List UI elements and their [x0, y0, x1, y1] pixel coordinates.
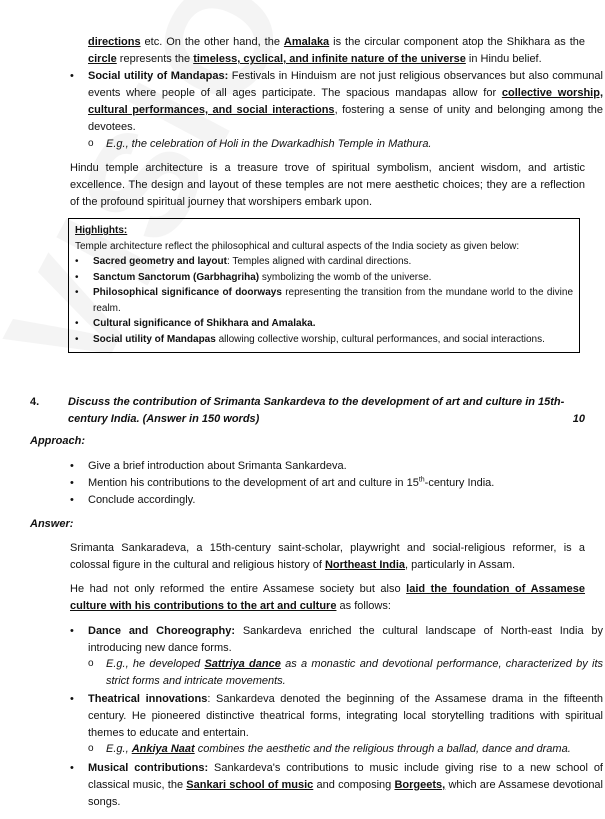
list-item: • Sacred geometry and layout: Temples aligned with cardinal directions.	[75, 254, 573, 270]
approach-list	[70, 458, 585, 509]
list-item: • Give a brief introduction about Srimanta Sankardeva.	[70, 458, 585, 475]
highlights-title: Highlights:	[75, 225, 128, 236]
question-marks: 10	[572, 413, 585, 425]
question-text: Discuss the contribution of Srimanta Sankardeva to the development of art and culture in 15th-century India. (Answer in 150 words)	[68, 396, 565, 425]
highlights-list	[75, 254, 573, 347]
list-item: • Mention his contributions to the development of art and culture in 15th-century India.	[70, 475, 585, 492]
question-number: 4.	[30, 396, 40, 408]
answer-intro: Srimanta Sankaradeva, a 15th-century saint-scholar, playwright and social-religious reformer, is a colossal figure in the cultural and religious history of Northeast India, particularly in Assam.	[70, 542, 585, 571]
example-holi: o E.g., the celebration of Holi in the Dwarkadhish Temple in Mathura.	[88, 136, 603, 153]
approach-heading: Approach:	[30, 435, 85, 447]
example-sattriya: o E.g., he developed Sattriya dance as a monastic and devotional performance, characterized by its strict forms and intricate movements.	[88, 656, 603, 690]
list-item: • Cultural significance of Shikhara and Amalaka.	[75, 316, 573, 332]
bullet-music: • Musical contributions: Sankardeva's contributions to music include giving rise to a new school of classical music, the Sankari school of music and composing Borgeets, which are Assamese devotional songs.	[70, 760, 603, 811]
bullet-mandapas: • Social utility of Mandapas: Festivals in Hinduism are not just religious observances but also communal events where people of all ages participate. The spacious mandapas allow for collective worship, cultural performances, and social interactions, fostering a sense of unity and belonging among the devotees.	[70, 68, 603, 136]
list-item: • Social utility of Mandapas allowing collective worship, cultural performances, and social interactions.	[75, 332, 573, 348]
bullet-theatre: • Theatrical innovations: Sankardeva denoted the beginning of the Assamese drama in the fifteenth century. He pioneered distinctive theatrical forms, integrating local storytelling traditions with spiritual themes to educate and entertain.	[70, 691, 603, 742]
answer-paragraph-2: He had not only reformed the entire Assamese society but also laid the foundation of Assamese culture with his contributions to the art and culture as follows:	[70, 583, 586, 612]
highlights-intro: Temple architecture reflect the philosophical and cultural aspects of the India society as given below:	[75, 240, 520, 252]
list-item: • Conclude accordingly.	[70, 492, 585, 509]
bullet-dance: • Dance and Choreography: Sankardeva enriched the cultural landscape of North-east India by introducing new dance forms.	[70, 623, 603, 657]
highlights-box	[68, 218, 580, 353]
answer-heading: Answer:	[30, 518, 74, 530]
list-item: • Sanctum Sanctorum (Garbhagriha) symbolizing the womb of the universe.	[75, 270, 573, 286]
paragraph-shikhara: directions etc. On the other hand, the Amalaka is the circular component atop the Shikhara as the circle represents the timeless, cyclical, and infinite nature of the universe in Hindu belief.	[88, 36, 586, 65]
paragraph-conclusion: Hindu temple architecture is a treasure trove of spiritual symbolism, ancient wisdom, and artistic excellence. The design and layout of these temples are not mere aesthetic choices; they are a reflection of the profound spiritual journey that worshipers embark upon.	[70, 162, 585, 208]
question-4	[30, 394, 585, 428]
example-ankiya-naat: o E.g., Ankiya Naat combines the aesthetic and the religious through a ballad, dance and drama.	[88, 741, 603, 758]
list-item: • Philosophical significance of doorways representing the transition from the mundane world to the divine realm.	[75, 285, 573, 316]
